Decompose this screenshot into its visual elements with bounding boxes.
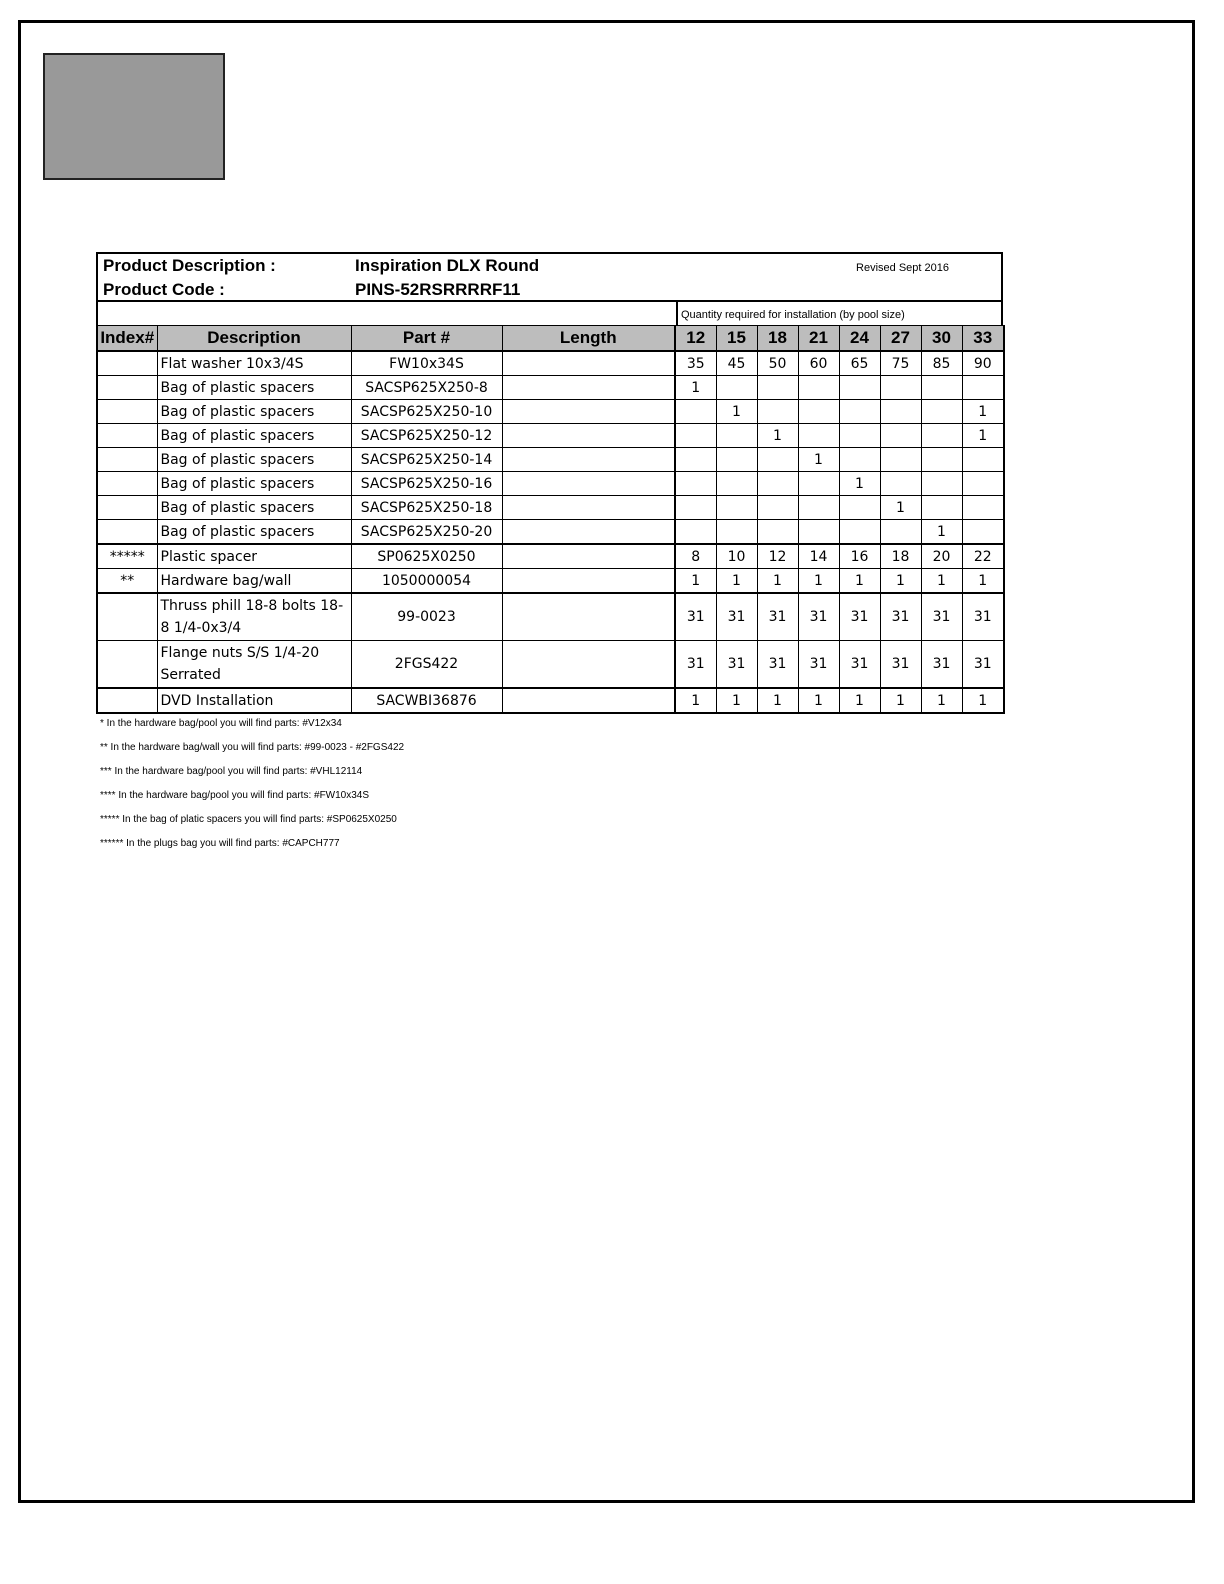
cell-part: SACSP625X250-14 bbox=[351, 448, 502, 472]
cell-qty bbox=[675, 448, 716, 472]
cell-qty: 31 bbox=[675, 641, 716, 689]
col-header-size: 33 bbox=[962, 326, 1004, 352]
cell-index bbox=[97, 376, 157, 400]
cell-qty bbox=[798, 400, 839, 424]
cell-qty bbox=[716, 448, 757, 472]
cell-qty bbox=[675, 424, 716, 448]
cell-qty: 1 bbox=[880, 569, 921, 594]
cell-qty: 65 bbox=[839, 351, 880, 376]
cell-index bbox=[97, 593, 157, 641]
product-code-value: PINS-52RSRRRRF11 bbox=[355, 280, 521, 299]
cell-part: SACSP625X250-8 bbox=[351, 376, 502, 400]
cell-qty: 31 bbox=[798, 641, 839, 689]
cell-qty: 31 bbox=[716, 593, 757, 641]
table-row bbox=[97, 424, 1004, 448]
cell-description: Flat washer 10x3/4S bbox=[157, 351, 351, 376]
cell-part: SACSP625X250-10 bbox=[351, 400, 502, 424]
cell-qty bbox=[839, 520, 880, 545]
cell-qty bbox=[880, 400, 921, 424]
cell-qty: 14 bbox=[798, 544, 839, 569]
cell-qty: 45 bbox=[716, 351, 757, 376]
cell-qty bbox=[839, 424, 880, 448]
cell-part: 99-0023 bbox=[351, 593, 502, 641]
cell-description: Bag of plastic spacers bbox=[157, 400, 351, 424]
table-row bbox=[97, 448, 1004, 472]
cell-qty bbox=[798, 520, 839, 545]
cell-description: Thruss phill 18-8 bolts 18-8 1/4-0x3/4 bbox=[157, 593, 351, 641]
cell-qty: 12 bbox=[757, 544, 798, 569]
cell-qty bbox=[962, 520, 1004, 545]
cell-qty: 1 bbox=[839, 569, 880, 594]
cell-qty: 1 bbox=[839, 472, 880, 496]
cell-qty bbox=[716, 424, 757, 448]
cell-description: Bag of plastic spacers bbox=[157, 520, 351, 545]
cell-qty: 35 bbox=[675, 351, 716, 376]
cell-qty: 75 bbox=[880, 351, 921, 376]
table-row bbox=[97, 496, 1004, 520]
col-header-size: 30 bbox=[921, 326, 962, 352]
table-row bbox=[97, 351, 1004, 376]
cell-index bbox=[97, 448, 157, 472]
quantity-caption: Quantity required for installation (by pool size) bbox=[676, 302, 905, 325]
cell-qty: 31 bbox=[962, 593, 1004, 641]
cell-qty: 1 bbox=[757, 688, 798, 713]
cell-qty: 1 bbox=[962, 400, 1004, 424]
cell-qty: 1 bbox=[962, 424, 1004, 448]
cell-qty: 1 bbox=[798, 448, 839, 472]
cell-qty bbox=[716, 376, 757, 400]
cell-qty: 1 bbox=[757, 569, 798, 594]
footnotes bbox=[100, 716, 404, 860]
cell-qty: 20 bbox=[921, 544, 962, 569]
cell-index bbox=[97, 641, 157, 689]
table-row bbox=[97, 376, 1004, 400]
table-header-row bbox=[97, 326, 1004, 352]
cell-qty: 1 bbox=[798, 569, 839, 594]
revised-date: Revised Sept 2016 bbox=[856, 262, 949, 274]
col-header-part: Part # bbox=[351, 326, 502, 352]
cell-qty: 31 bbox=[880, 593, 921, 641]
cell-part: SACSP625X250-12 bbox=[351, 424, 502, 448]
cell-qty bbox=[921, 424, 962, 448]
table-row bbox=[97, 688, 1004, 713]
cell-index bbox=[97, 520, 157, 545]
cell-index: ** bbox=[97, 569, 157, 594]
cell-length bbox=[502, 448, 675, 472]
cell-qty bbox=[675, 520, 716, 545]
cell-qty bbox=[757, 448, 798, 472]
footnote: *** In the hardware bag/pool you will find parts: #VHL12114 bbox=[100, 766, 363, 777]
cell-length bbox=[502, 472, 675, 496]
cell-qty: 1 bbox=[921, 569, 962, 594]
cell-qty bbox=[716, 472, 757, 496]
cell-part: SACSP625X250-20 bbox=[351, 520, 502, 545]
table-row bbox=[97, 400, 1004, 424]
cell-qty: 1 bbox=[675, 376, 716, 400]
col-header-size: 27 bbox=[880, 326, 921, 352]
cell-qty: 90 bbox=[962, 351, 1004, 376]
cell-qty bbox=[839, 376, 880, 400]
cell-qty: 85 bbox=[921, 351, 962, 376]
cell-qty: 18 bbox=[880, 544, 921, 569]
table-row bbox=[97, 569, 1004, 594]
cell-length bbox=[502, 376, 675, 400]
cell-qty bbox=[798, 496, 839, 520]
cell-qty bbox=[880, 520, 921, 545]
cell-qty bbox=[757, 472, 798, 496]
parts-table bbox=[96, 325, 1005, 714]
footnote: * In the hardware bag/pool you will find parts: #V12x34 bbox=[100, 718, 342, 729]
cell-index bbox=[97, 688, 157, 713]
cell-qty bbox=[675, 400, 716, 424]
cell-description: Bag of plastic spacers bbox=[157, 424, 351, 448]
cell-qty: 8 bbox=[675, 544, 716, 569]
cell-qty: 1 bbox=[921, 688, 962, 713]
footnote: ** In the hardware bag/wall you will find parts: #99-0023 - #2FGS422 bbox=[100, 742, 405, 753]
cell-qty: 60 bbox=[798, 351, 839, 376]
cell-qty bbox=[962, 472, 1004, 496]
cell-part: SACSP625X250-16 bbox=[351, 472, 502, 496]
cell-length bbox=[502, 496, 675, 520]
cell-length bbox=[502, 593, 675, 641]
cell-qty bbox=[880, 424, 921, 448]
cell-qty bbox=[962, 376, 1004, 400]
cell-qty: 31 bbox=[839, 641, 880, 689]
cell-qty: 10 bbox=[716, 544, 757, 569]
cell-description: Bag of plastic spacers bbox=[157, 448, 351, 472]
cell-qty: 31 bbox=[716, 641, 757, 689]
cell-qty: 31 bbox=[962, 641, 1004, 689]
cell-index: ***** bbox=[97, 544, 157, 569]
col-header-size: 18 bbox=[757, 326, 798, 352]
col-header-size: 12 bbox=[675, 326, 716, 352]
cell-qty bbox=[757, 400, 798, 424]
cell-qty: 31 bbox=[757, 593, 798, 641]
cell-qty: 1 bbox=[675, 569, 716, 594]
cell-length bbox=[502, 688, 675, 713]
cell-qty bbox=[921, 472, 962, 496]
product-description-label: Product Description : bbox=[103, 256, 276, 275]
table-row bbox=[97, 544, 1004, 569]
cell-qty: 31 bbox=[798, 593, 839, 641]
cell-qty bbox=[921, 448, 962, 472]
cell-qty: 1 bbox=[962, 688, 1004, 713]
cell-index bbox=[97, 351, 157, 376]
cell-qty: 31 bbox=[675, 593, 716, 641]
cell-part: SP0625X0250 bbox=[351, 544, 502, 569]
cell-description: Plastic spacer bbox=[157, 544, 351, 569]
cell-qty bbox=[880, 472, 921, 496]
cell-qty bbox=[716, 496, 757, 520]
cell-length bbox=[502, 351, 675, 376]
cell-part: SACSP625X250-18 bbox=[351, 496, 502, 520]
product-header bbox=[96, 252, 1003, 300]
cell-qty bbox=[757, 376, 798, 400]
cell-qty bbox=[839, 448, 880, 472]
cell-qty: 31 bbox=[921, 641, 962, 689]
quantity-caption-row bbox=[96, 300, 1003, 325]
cell-description: DVD Installation bbox=[157, 688, 351, 713]
cell-qty: 1 bbox=[716, 569, 757, 594]
cell-qty: 1 bbox=[839, 688, 880, 713]
cell-index bbox=[97, 424, 157, 448]
cell-length bbox=[502, 544, 675, 569]
footnote: ***** In the bag of platic spacers you will find parts: #SP0625X0250 bbox=[100, 814, 397, 825]
cell-qty bbox=[921, 400, 962, 424]
cell-qty bbox=[798, 376, 839, 400]
cell-qty bbox=[716, 520, 757, 545]
col-header-size: 21 bbox=[798, 326, 839, 352]
cell-length bbox=[502, 569, 675, 594]
cell-qty: 1 bbox=[880, 496, 921, 520]
footnote: ****** In the plugs bag you will find parts: #CAPCH777 bbox=[100, 838, 340, 849]
cell-length bbox=[502, 400, 675, 424]
cell-qty bbox=[962, 448, 1004, 472]
cell-length bbox=[502, 641, 675, 689]
cell-part: FW10x34S bbox=[351, 351, 502, 376]
cell-qty: 22 bbox=[962, 544, 1004, 569]
col-header-size: 15 bbox=[716, 326, 757, 352]
cell-length bbox=[502, 424, 675, 448]
cell-index bbox=[97, 496, 157, 520]
cell-qty: 31 bbox=[839, 593, 880, 641]
cell-qty bbox=[675, 472, 716, 496]
cell-qty: 1 bbox=[921, 520, 962, 545]
cell-index bbox=[97, 472, 157, 496]
cell-qty: 1 bbox=[798, 688, 839, 713]
table-row bbox=[97, 593, 1004, 641]
cell-qty bbox=[757, 496, 798, 520]
cell-part: 2FGS422 bbox=[351, 641, 502, 689]
col-header-index: Index# bbox=[97, 326, 157, 352]
cell-qty bbox=[675, 496, 716, 520]
cell-index bbox=[97, 400, 157, 424]
col-header-length: Length bbox=[502, 326, 675, 352]
logo-placeholder bbox=[43, 53, 225, 180]
cell-length bbox=[502, 520, 675, 545]
cell-description: Flange nuts S/S 1/4-20 Serrated bbox=[157, 641, 351, 689]
cell-qty bbox=[798, 472, 839, 496]
product-description-value: Inspiration DLX Round bbox=[355, 256, 540, 275]
cell-qty: 1 bbox=[880, 688, 921, 713]
cell-qty bbox=[757, 520, 798, 545]
cell-qty: 1 bbox=[757, 424, 798, 448]
cell-description: Bag of plastic spacers bbox=[157, 376, 351, 400]
cell-qty: 1 bbox=[675, 688, 716, 713]
cell-qty bbox=[839, 400, 880, 424]
cell-part: SACWBI36876 bbox=[351, 688, 502, 713]
cell-qty bbox=[798, 424, 839, 448]
cell-qty bbox=[921, 496, 962, 520]
cell-description: Hardware bag/wall bbox=[157, 569, 351, 594]
cell-qty: 1 bbox=[962, 569, 1004, 594]
cell-qty bbox=[839, 496, 880, 520]
cell-qty bbox=[921, 376, 962, 400]
cell-qty: 1 bbox=[716, 400, 757, 424]
cell-part: 1050000054 bbox=[351, 569, 502, 594]
table-row bbox=[97, 472, 1004, 496]
product-code-label: Product Code : bbox=[103, 280, 225, 299]
table-row bbox=[97, 641, 1004, 689]
cell-qty bbox=[962, 496, 1004, 520]
cell-qty: 31 bbox=[880, 641, 921, 689]
footnote: **** In the hardware bag/pool you will find parts: #FW10x34S bbox=[100, 790, 370, 801]
cell-qty bbox=[880, 448, 921, 472]
table-row bbox=[97, 520, 1004, 545]
cell-qty: 31 bbox=[921, 593, 962, 641]
cell-qty: 16 bbox=[839, 544, 880, 569]
col-header-size: 24 bbox=[839, 326, 880, 352]
col-header-description: Description bbox=[157, 326, 351, 352]
cell-qty: 50 bbox=[757, 351, 798, 376]
cell-qty: 1 bbox=[716, 688, 757, 713]
cell-qty: 31 bbox=[757, 641, 798, 689]
cell-qty bbox=[880, 376, 921, 400]
cell-description: Bag of plastic spacers bbox=[157, 472, 351, 496]
cell-description: Bag of plastic spacers bbox=[157, 496, 351, 520]
